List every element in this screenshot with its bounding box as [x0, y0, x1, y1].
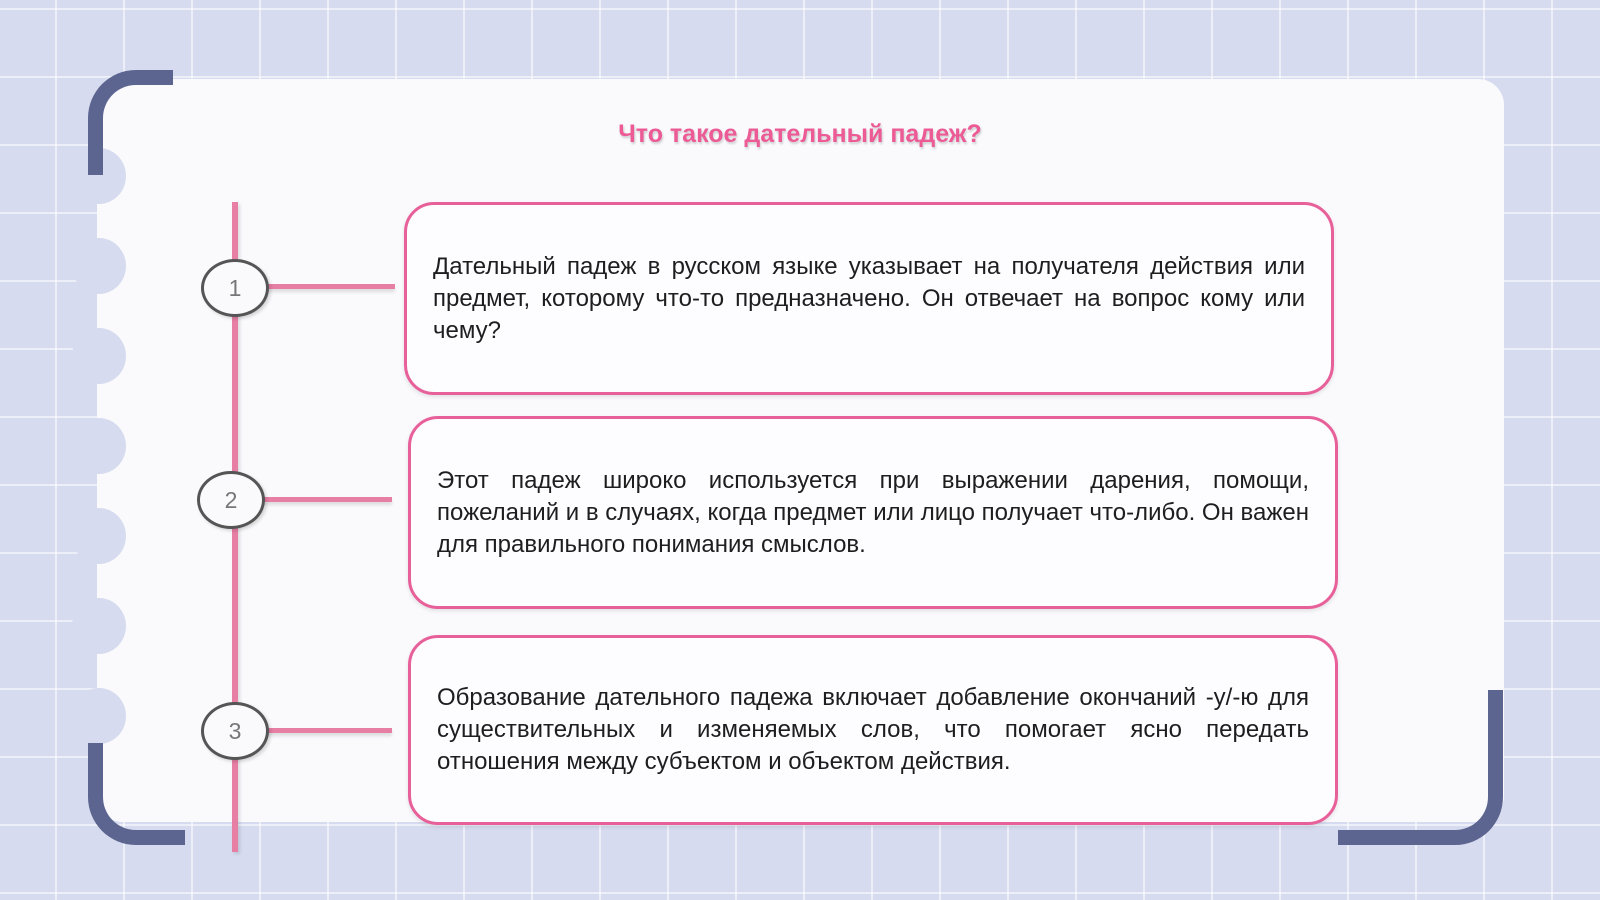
- corner-bracket-bottom-right: [1338, 690, 1503, 845]
- info-box-3: [408, 635, 1338, 825]
- notebook-hole: [72, 598, 126, 654]
- corner-bracket-bottom-left: [88, 743, 185, 845]
- info-text-2: Этот падеж широко используется при выражении дарения, помощи, пожеланий и в случаях, когда предмет или лицо получает что-либо. Он важен для правильного понимания смыслов.: [437, 466, 1309, 558]
- notebook-hole: [72, 508, 126, 564]
- step-number-3: 3: [201, 702, 269, 760]
- timeline-connector-3: [265, 728, 392, 733]
- notebook-hole: [72, 688, 126, 744]
- notebook-hole: [72, 418, 126, 474]
- info-text-1: Дательный падеж в русском языке указывает на получателя действия или предмет, которому что-то предназначено. Он отвечает на вопрос кому или чему?: [433, 252, 1305, 344]
- step-number-2: 2: [197, 471, 265, 529]
- info-text-3: Образование дательного падежа включает добавление окончаний -у/-ю для существительных и изменяемых слов, что помогает ясно передать отношения между субъектом и объектом действия.: [437, 684, 1309, 775]
- notebook-hole: [72, 328, 126, 384]
- timeline-connector-2: [262, 497, 392, 502]
- info-box-2: [408, 416, 1338, 609]
- info-box-1: [404, 202, 1334, 395]
- page-title: Что такое дательный падеж?: [618, 120, 982, 148]
- notebook-hole: [72, 238, 126, 294]
- timeline-connector-1: [265, 284, 395, 289]
- step-number-1: 1: [201, 259, 269, 317]
